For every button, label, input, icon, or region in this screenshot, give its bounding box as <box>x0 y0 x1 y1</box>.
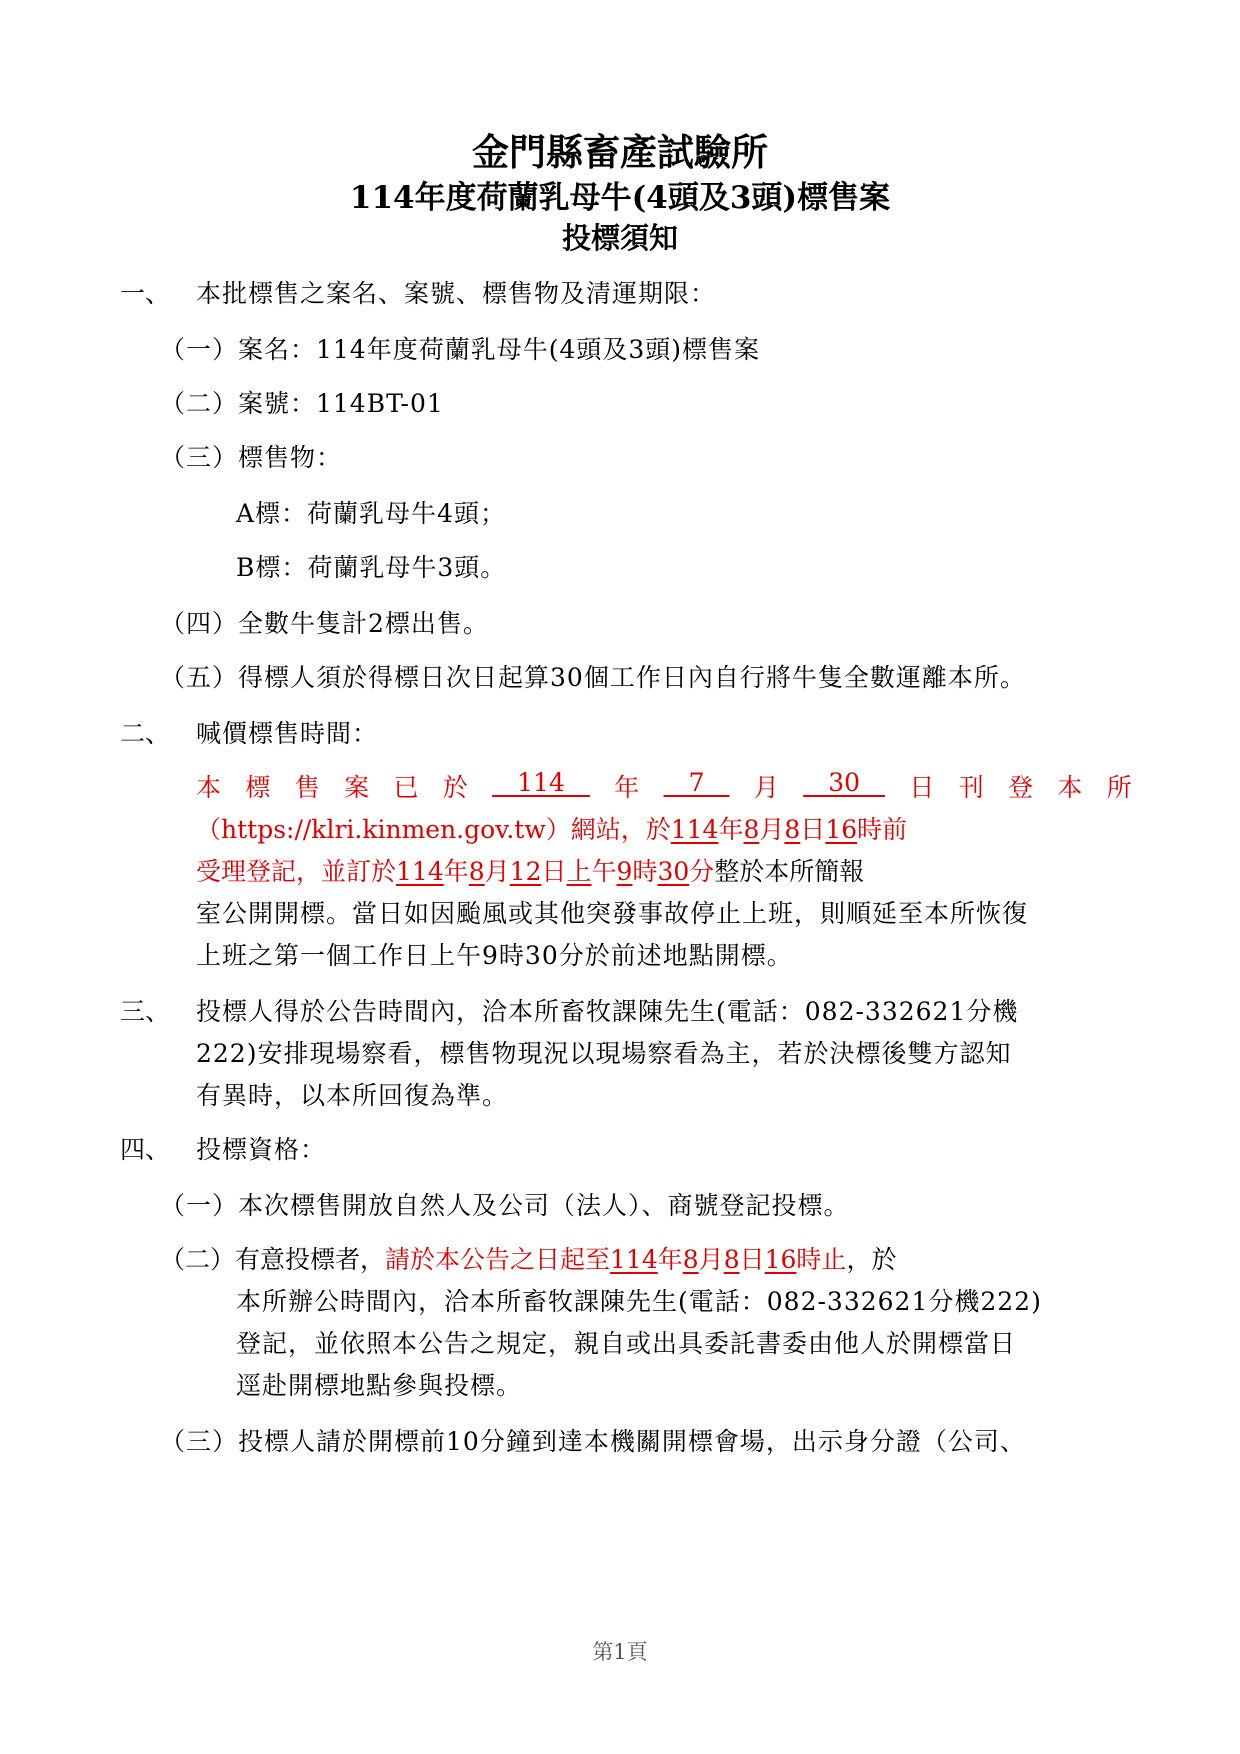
section-1-item-1: （一）案名：114年度荷蘭乳母牛(4頭及3頭)標售案 <box>160 335 761 364</box>
section-4-item-1: （一）本次標售開放自然人及公司（法人）、商號登記投標。 <box>160 1191 850 1220</box>
section-3-marker: 三、 <box>120 997 171 1026</box>
lot-a: A標：荷蘭乳母牛4頭； <box>236 499 506 528</box>
section-1-item-5: （五）得標人須於得標日次日起算30個工作日內自行將牛隻全數運離本所。 <box>160 663 1026 692</box>
section-2-line-5: 上班之第一個工作日上午9時30分於前述地點開標。 <box>196 941 793 970</box>
section-4-item-2: （二）有意投標者，請於本公告之日起至114年8月8日16時止，於 <box>160 1245 897 1274</box>
section-4-marker: 四、 <box>120 1135 171 1164</box>
section-1-marker: 一、 <box>120 279 171 308</box>
section-1-heading: 本批標售之案名、案號、標售物及清運期限： <box>196 279 717 308</box>
doc-title: 投標須知 <box>561 221 678 255</box>
lot-b: B標：荷蘭乳母牛3頭。 <box>236 553 507 582</box>
section-2-line-4: 室公開開標。當日如因颱風或其他突發事故停止上班，則順延至本所恢復 <box>196 899 1029 928</box>
section-2-marker: 二、 <box>120 719 171 748</box>
section-1-item-3: （三）標售物： <box>160 443 343 472</box>
section-2-line-2: （https://klri.kinmen.gov.tw）網站，於114年8月8日16時前 <box>196 815 908 844</box>
section-4-heading: 投標資格： <box>196 1135 327 1164</box>
section-3-line-3: 有異時，以本所回復為準。 <box>196 1081 509 1110</box>
section-4-item-3: （三）投標人請於開標前10分鐘到達本機關開標會場，出示身分證（公司、 <box>160 1427 1026 1456</box>
section-3-line-2: 222)安排現場察看，標售物現況以現場察看為主，若於決標後雙方認知 <box>196 1039 1012 1068</box>
case-title: 114年度荷蘭乳母牛(4頭及3頭)標售案 <box>349 180 891 216</box>
page-number: 第1頁 <box>592 1640 648 1664</box>
section-3-line-1: 投標人得於公告時間內，洽本所畜牧課陳先生(電話：082-332621分機 <box>196 997 1019 1026</box>
section-2-line-1: 本 標 售 案 已 於 __114__ 年 __7__ 月 __30__ 日 刊 登 本 所 <box>196 768 1132 802</box>
org-title: 金門縣畜產試驗所 <box>472 130 768 174</box>
section-4-item-2-line-4: 逕赴開標地點參與投標。 <box>236 1371 523 1400</box>
section-1-item-4: （四）全數牛隻計2標出售。 <box>160 609 489 638</box>
section-2-line-3: 受理登記，並訂於114年8月12日上午9時30分整於本所簡報 <box>196 857 865 886</box>
section-2-heading: 喊價標售時間： <box>196 719 379 748</box>
section-1-item-2: （二）案號：114BT-01 <box>160 389 444 418</box>
section-4-item-2-line-3: 登記，並依照本公告之規定，親自或出具委託書委由他人於開標當日 <box>236 1329 1017 1358</box>
section-4-item-2-line-2: 本所辦公時間內，洽本所畜牧課陳先生(電話：082-332621分機222) <box>236 1287 1042 1316</box>
